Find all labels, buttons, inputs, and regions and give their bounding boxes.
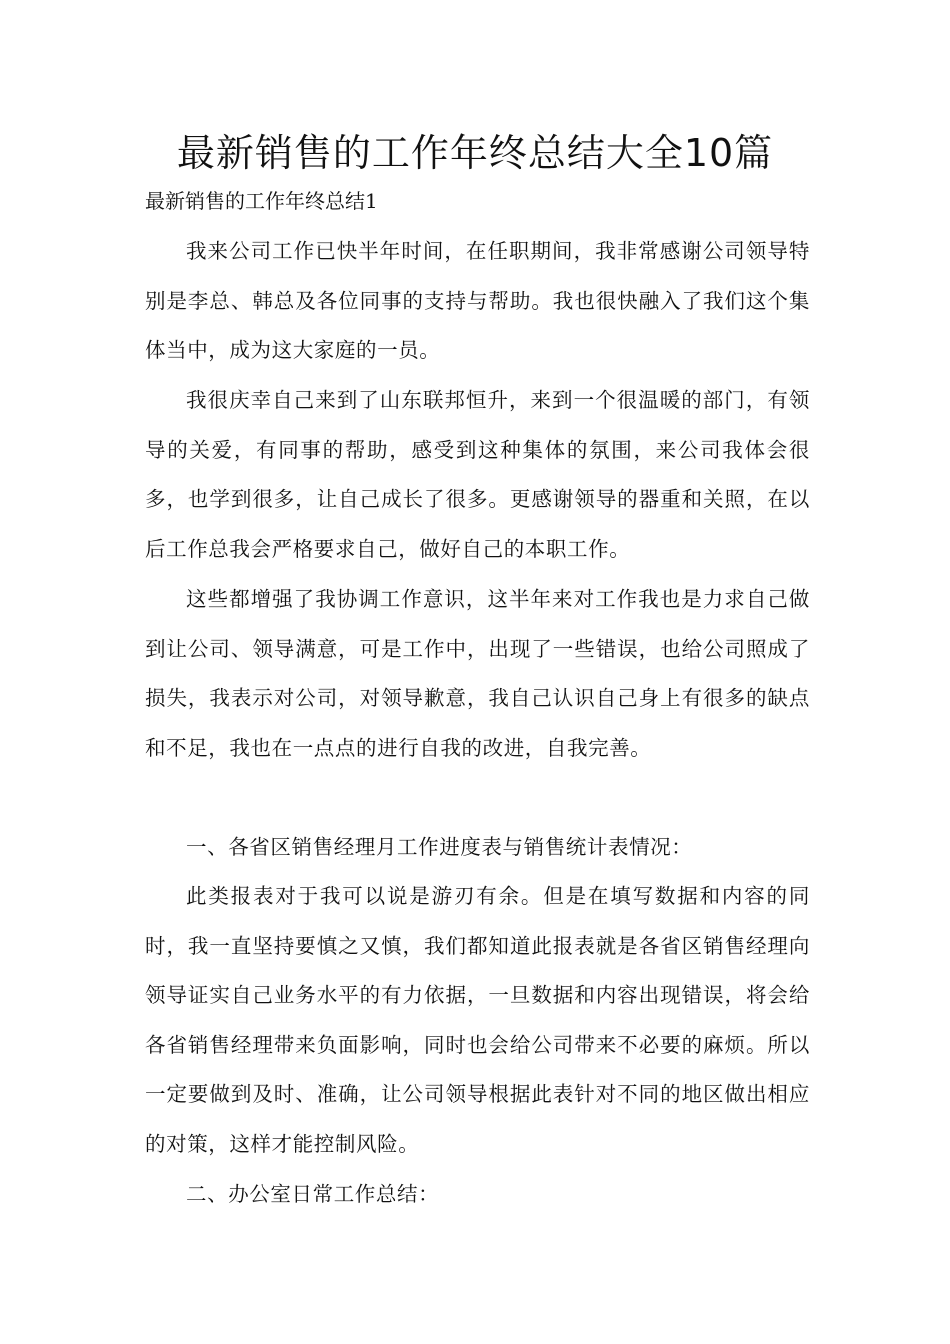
paragraph-2: 我很庆幸自己来到了山东联邦恒升，来到一个很温暖的部门，有领导的关爱，有同事的帮助，感受到这种集体的氛围，来公司我体会很多，也学到很多，让自己成长了很多。更感谢领导的器重和关照，在以后工作总我会严格要求自己，做好自己的本职工作。: [145, 388, 810, 561]
section-1-heading: 一、各省区销售经理月工作进度表与销售统计表情况：: [186, 835, 693, 859]
section-1-paragraph: 此类报表对于我可以说是游刃有余。但是在填写数据和内容的同时，我一直坚持要慎之又慎，我们都知道此报表就是各省区销售经理向领导证实自己业务水平的有力依据，一旦数据和内容出现错误，将会给各省销售经理带来负面影响，同时也会给公司带来不必要的麻烦。所以一定要做到及时、准确，让公司领导根据此表针对不同的地区做出相应的对策，这样才能控制风险。: [145, 884, 810, 1156]
document-title: 最新销售的工作年终总结大全10篇: [176, 131, 774, 175]
section-2-heading: 二、办公室日常工作总结：: [186, 1182, 440, 1206]
document-subtitle: 最新销售的工作年终总结1: [145, 189, 378, 213]
paragraph-3: 这些都增强了我协调工作意识，这半年来对工作我也是力求自己做到让公司、领导满意，可是工作中，出现了一些错误，也给公司照成了损失，我表示对公司，对领导歉意，我自己认识自己身上有很多的缺点和不足，我也在一点点的进行自我的改进，自我完善。: [145, 587, 810, 760]
paragraph-1: 我来公司工作已快半年时间，在任职期间，我非常感谢公司领导特别是李总、韩总及各位同事的支持与帮助。我也很快融入了我们这个集体当中，成为这大家庭的一员。: [145, 239, 810, 363]
